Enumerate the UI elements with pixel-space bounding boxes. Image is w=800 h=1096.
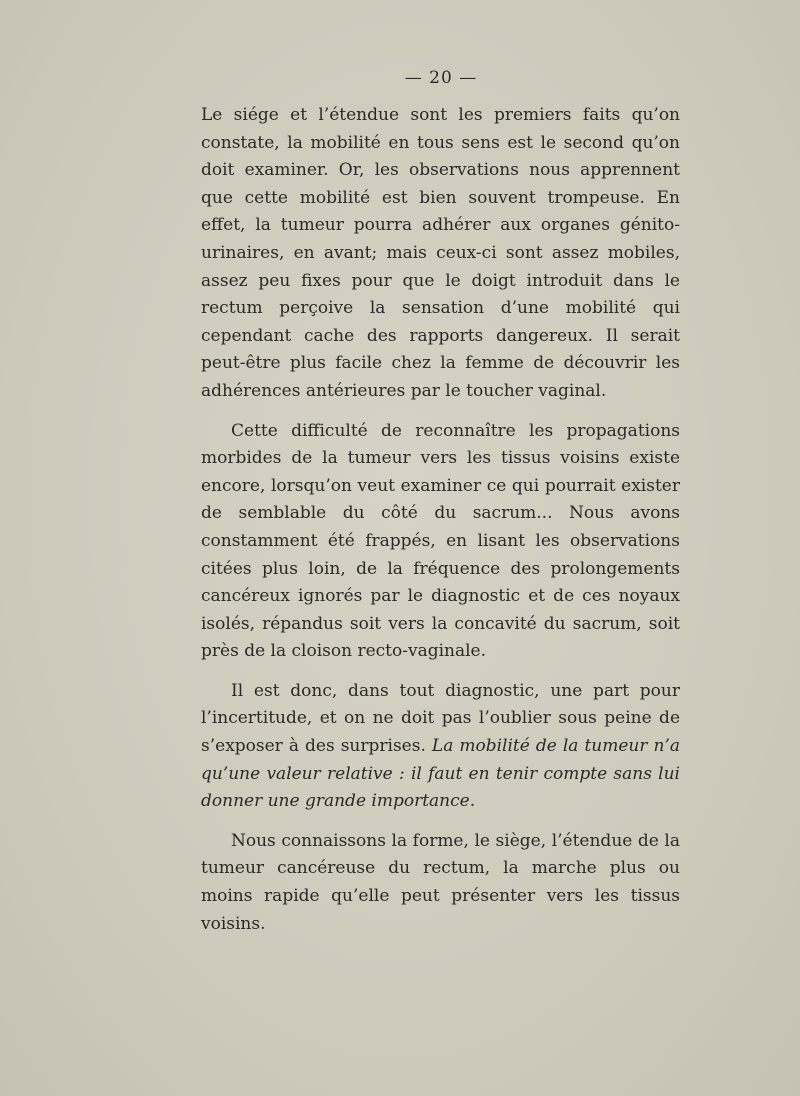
body-text: [201, 102, 680, 938]
paragraph-4: Nous connaissons la forme, le siège, l’étendue de la tumeur cancéreuse du rectum, la marche plus ou moins rapide qu’elle peut présenter vers les tissus voisins.: [201, 830, 680, 934]
paragraph-3: [201, 678, 680, 816]
paragraph-2: Cette difficulté de reconnaître les propagations morbides de la tumeur vers les tissus voisins existe encore, lorsqu’on veut examiner ce qui pourrait exister de semblable du côté du sacrum... Nous avons constamment été frappés, en lisant les observations citées plus loin, de la fréquence des prolongements cancéreux ignorés par le diagnostic et de ces noyaux isolés, répandus soit vers la concavité du sacrum, soit près de la cloison recto-vaginale.: [201, 420, 680, 662]
paragraph-3-text: Il est donc, dans tout diagnostic, une part pour l’incertitude, et on ne doit pas l’oublier sous peine de s’exposer à des surprises.: [201, 680, 680, 757]
paragraph-1: Le siége et l’étendue sont les premiers faits qu’on constate, la mobilité en tous sens est le second qu’on doit examiner. Or, les observations nous apprennent que cette mobilité est bien souvent trompeuse. En effet, la tumeur pourra adhérer aux organes génito-urinaires, en avant; mais ceux-ci sont assez mobiles, assez peu fixes pour que le doigt introduit dans le rectum perçoive la sensation d’une mobilité qui cependant cache des rapports dangereux. Il serait peut-être plus facile chez la femme de découvrir les adhérences antérieures par le toucher vaginal.: [201, 105, 680, 401]
page-number: — 20 —: [404, 68, 478, 88]
paragraph-3-italic: La mobilité de la tumeur n’a qu’une valeur relative : il faut en tenir compte sans lui donner une grande importance.: [201, 736, 680, 812]
